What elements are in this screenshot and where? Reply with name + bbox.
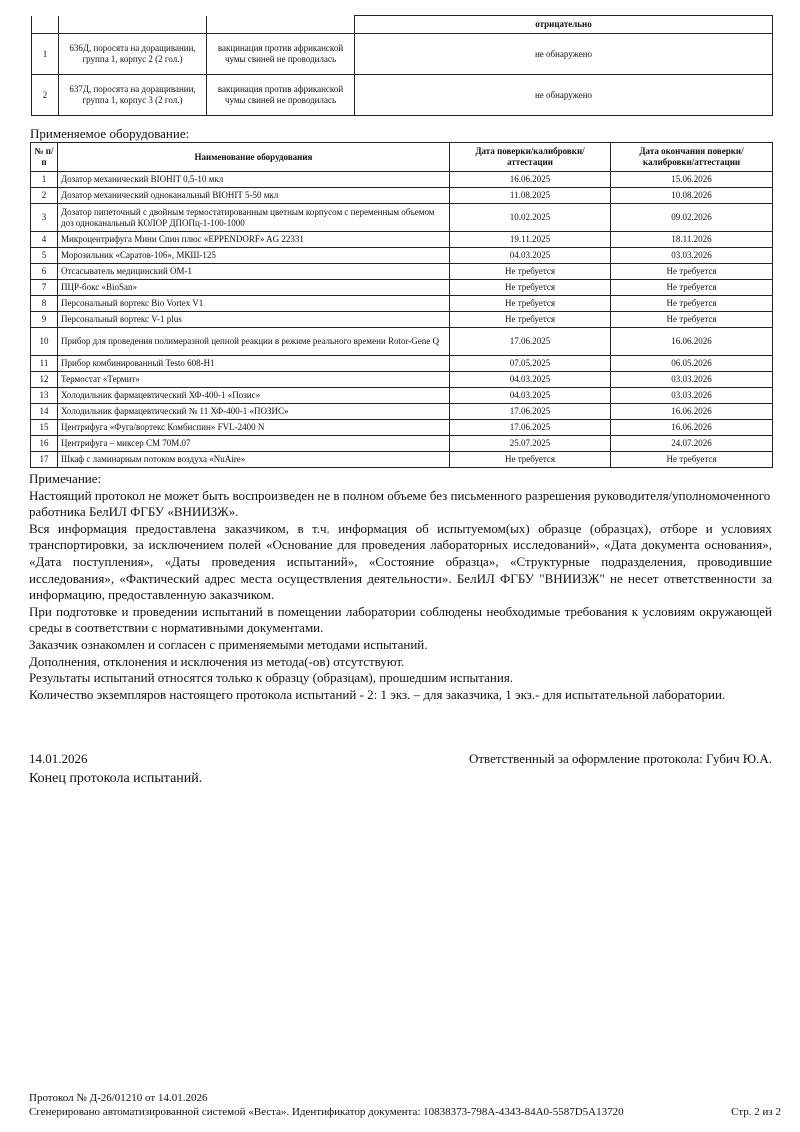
note-paragraph: Дополнения, отклонения и исключения из метода(-ов) отсутствуют. [29,653,405,669]
equip-name: Холодильник фармацевтический ХФ-400-1 «Позис» [58,388,450,404]
equip-date-end: 16.06.2026 [611,404,773,420]
results-sample: 636Д, поросята на доращивании, группа 1, корпус 2 (2 гол.) [59,34,207,75]
equip-name: Дозатор механический одноканальный BIOHIT 5-50 мкл [58,188,450,204]
equip-date-end: Не требуется [611,296,773,312]
equip-name: Персональный вортекс Bio Vortex V1 [58,296,450,312]
equip-date-check: Не требуется [450,264,611,280]
table-row [31,452,773,468]
header-date-end: Дата окончания поверки/калибровки/аттестации [611,143,773,172]
equip-name: Холодильник фармацевтический № 11 ХФ-400-1 «ПОЗИС» [58,404,450,420]
equipment-header-row [31,143,773,172]
equip-date-end: 03.03.2026 [611,372,773,388]
equip-date-check: 17.06.2025 [450,404,611,420]
equip-date-end: Не требуется [611,312,773,328]
table-row [31,372,773,388]
equip-name: ПЦР-бокс «BioSan» [58,280,450,296]
table-row [31,420,773,436]
footer-generated-by: Сгенерировано автоматизированной системой «Веста». Идентификатор документа: 10838373-798A-4343-84A0-5587D5A13720 [29,1106,624,1118]
equip-date-end: 09.02.2026 [611,204,773,232]
equip-date-end: Не требуется [611,264,773,280]
results-continuation-row [32,16,773,34]
equip-date-end: 03.03.2026 [611,388,773,404]
equip-num: 6 [31,264,58,280]
results-note: вакцинация против африканской чумы свиней не проводилась [207,75,355,116]
equip-num: 10 [31,328,58,356]
equip-date-check: 16.06.2025 [450,172,611,188]
results-num: 2 [32,75,59,116]
note-paragraph: Заказчик ознакомлен и согласен с применяемыми методами испытаний. [29,636,428,652]
results-value: не обнаружено [355,34,773,75]
results-cell-empty [59,16,207,34]
equip-name: Морозильник «Саратов-106», МКШ-125 [58,248,450,264]
note-paragraph: Количество экземпляров настоящего протокола испытаний - 2: 1 экз. – для заказчика, 1 экз.- для испытательной лаборатории. [29,686,726,702]
footer-protocol-number: Протокол № Д-26/01210 от 14.01.2026 [29,1092,208,1104]
equip-name: Прибор для проведения полимеразной цепной реакции в режиме реального времени Rotor-Gene Q [58,328,450,356]
equip-num: 2 [31,188,58,204]
equip-num: 16 [31,436,58,452]
equip-num: 3 [31,204,58,232]
equip-num: 17 [31,452,58,468]
results-cell-empty [32,16,59,34]
notes-section [29,471,772,703]
header-num: № п/п [31,143,58,172]
table-row [31,312,773,328]
table-row [31,280,773,296]
note-paragraph: Вся информация предоставлена заказчиком, в т.ч. информация об испытуемом(ых) образце (образцах), отборе и условиях транспортировки, за исключением полей «Основание для проведения лабораторных исследований», «Дата документа основания», «Дата поступления», «Даты проведения испытаний», «Состояние образца», «Структурные подразделения, проводившие исследования», «Фактический адрес места осуществления деятельности». БелИЛ ФГБУ "ВНИИЗЖ" не несет ответственности за информацию, предоставленную заказчиком. [29,520,772,603]
equip-num: 1 [31,172,58,188]
equip-num: 14 [31,404,58,420]
equip-name: Микроцентрифуга Мини Спин плюс «EPPENDORF» AG 22331 [58,232,450,248]
results-note: вакцинация против африканской чумы свиней не проводилась [207,34,355,75]
equip-name: Отсасыватель медицинский ОМ-1 [58,264,450,280]
table-row [31,232,773,248]
equip-date-check: Не требуется [450,312,611,328]
equip-name: Персональный вортекс V-1 plus [58,312,450,328]
equip-date-end: 16.06.2026 [611,328,773,356]
equip-date-check: 11.08.2025 [450,188,611,204]
equip-date-end: Не требуется [611,452,773,468]
table-row [32,34,773,75]
equip-num: 11 [31,356,58,372]
equip-name: Термостат «Термит» [58,372,450,388]
responsible-person: Ответственный за оформление протокола: Губич Ю.А. [468,751,772,766]
table-row [31,264,773,280]
equip-date-check: 25.07.2025 [450,436,611,452]
equip-name: Дозатор пипеточный с двойным термостатированным цветным корпусом с переменным объемом доз одноканальный КОЛОР ДПОПц-1-100-1000 [58,204,450,232]
equip-date-check: 19.11.2025 [450,232,611,248]
equip-date-end: 10.08.2026 [611,188,773,204]
equip-num: 12 [31,372,58,388]
notes-title: Примечание: [29,471,102,486]
note-paragraph: Настоящий протокол не может быть воспроизведен не в полном объеме без письменного разрешения руководителя/уполномоченного работника БелИЛ ФГБУ «ВНИИЗЖ». [29,487,771,520]
results-num: 1 [32,34,59,75]
table-row [31,172,773,188]
results-sample: 637Д, поросята на доращивании, группа 1, корпус 3 (2 гол.) [59,75,207,116]
note-paragraph: Результаты испытаний относятся только к образцу (образцам), прошедшим испытания. [29,670,514,686]
equip-num: 4 [31,232,58,248]
equip-date-end: Не требуется [611,280,773,296]
header-name: Наименование оборудования [58,143,450,172]
table-row [31,328,773,356]
end-of-protocol: Конец протокола испытаний. [29,771,203,786]
equip-date-check: 07.05.2025 [450,356,611,372]
equipment-table [30,142,773,468]
note-paragraph: При подготовке и проведении испытаний в помещении лаборатории соблюдены необходимые требования к условиям окружающей среды в соответствии с нормативными документами. [29,603,772,636]
equip-date-end: 16.06.2026 [611,420,773,436]
equip-name: Прибор комбинированный Testo 608-H1 [58,356,450,372]
equip-date-check: 04.03.2025 [450,248,611,264]
equip-date-check: 04.03.2025 [450,372,611,388]
equip-date-end: 18.11.2026 [611,232,773,248]
table-row [32,75,773,116]
table-row [31,188,773,204]
equip-date-end: 15.06.2026 [611,172,773,188]
equip-date-end: 24.07.2026 [611,436,773,452]
equip-date-check: Не требуется [450,296,611,312]
equip-name: Дозатор механический BIOHIT 0,5-10 мкл [58,172,450,188]
equip-num: 13 [31,388,58,404]
equip-name: Шкаф с ламинарным потоком воздуха «NuAire» [58,452,450,468]
table-row [31,356,773,372]
table-row [31,436,773,452]
equip-date-check: 10.02.2025 [450,204,611,232]
equip-date-check: Не требуется [450,452,611,468]
table-row [31,404,773,420]
table-row [31,296,773,312]
equip-name: Центрифуга «Фуга/вортекс Комбиспин» FVL-2400 N [58,420,450,436]
results-table [31,15,773,116]
equipment-title: Применяемое оборудование: [30,126,190,141]
results-continuation-label: отрицательно [355,16,773,34]
page-number: Стр. 2 из 2 [731,1106,781,1118]
signature-date: 14.01.2026 [29,751,88,766]
equip-num: 8 [31,296,58,312]
table-row [31,388,773,404]
equip-num: 15 [31,420,58,436]
equip-num: 7 [31,280,58,296]
table-row [31,248,773,264]
equip-num: 5 [31,248,58,264]
results-value: не обнаружено [355,75,773,116]
equip-date-check: Не требуется [450,280,611,296]
header-date-check: Дата поверки/калибровки/аттестации [450,143,611,172]
equip-date-check: 17.06.2025 [450,420,611,436]
equip-date-check: 17.06.2025 [450,328,611,356]
equip-date-check: 04.03.2025 [450,388,611,404]
results-cell-empty [207,16,355,34]
equip-name: Центрифуга – миксер СМ 70М.07 [58,436,450,452]
table-row [31,204,773,232]
equip-num: 9 [31,312,58,328]
equip-date-end: 06.05.2026 [611,356,773,372]
equip-date-end: 03.03.2026 [611,248,773,264]
